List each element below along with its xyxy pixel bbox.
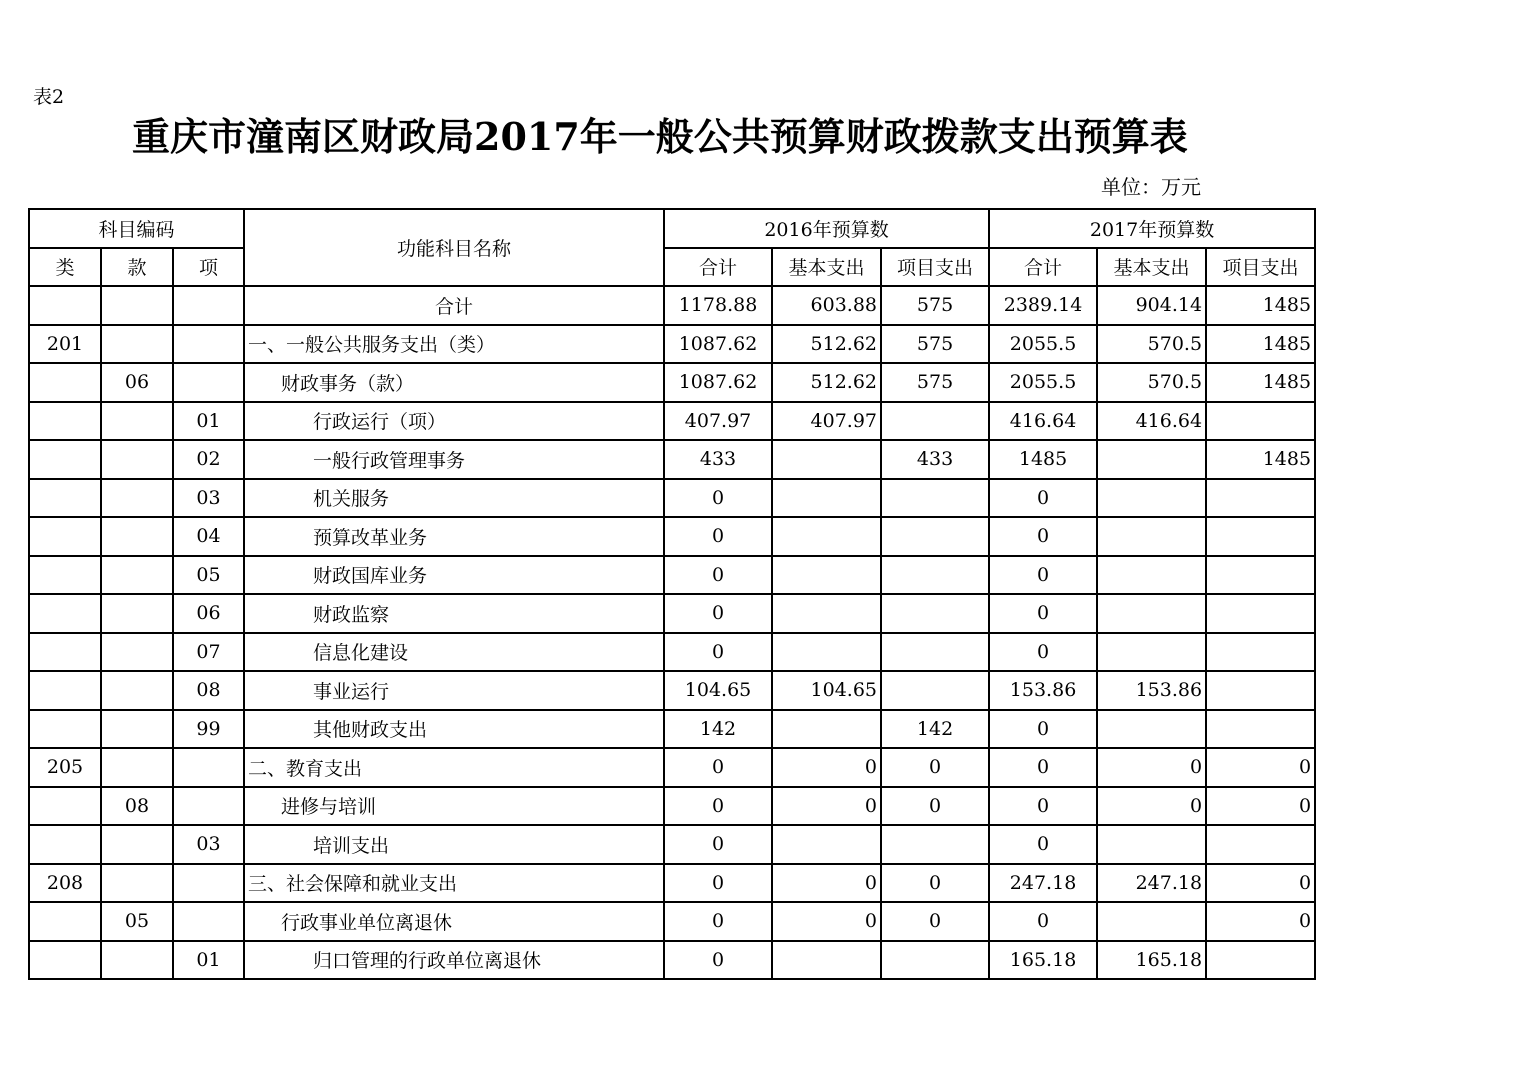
cell-2017-project: 1485 [1206, 440, 1315, 479]
cell-2017-basic [1097, 902, 1206, 941]
cell-kuan [101, 710, 173, 749]
cell-2016-project: 575 [881, 286, 989, 325]
cell-2016-basic: 104.65 [772, 671, 881, 710]
cell-lei [29, 633, 101, 672]
cell-kuan [101, 941, 173, 980]
cell-xiang: 07 [173, 633, 244, 672]
cell-kuan [101, 748, 173, 787]
header-2016-project: 项目支出 [881, 248, 989, 287]
cell-2016-basic [772, 825, 881, 864]
cell-2016-basic [772, 594, 881, 633]
cell-2016-basic: 407.97 [772, 402, 881, 441]
cell-2016-project: 142 [881, 710, 989, 749]
cell-function-name: 进修与培训 [244, 787, 664, 826]
cell-2016-project [881, 825, 989, 864]
cell-2016-project [881, 594, 989, 633]
cell-2017-project [1206, 710, 1315, 749]
cell-kuan [101, 440, 173, 479]
cell-function-name: 财政监察 [244, 594, 664, 633]
cell-2016-total: 104.65 [664, 671, 772, 710]
cell-xiang [173, 787, 244, 826]
cell-2016-total: 407.97 [664, 402, 772, 441]
cell-lei [29, 286, 101, 325]
table-row [29, 941, 1315, 980]
cell-function-name: 其他财政支出 [244, 710, 664, 749]
header-year-2017: 2017年预算数 [989, 209, 1315, 248]
cell-2016-total: 1178.88 [664, 286, 772, 325]
cell-2017-total: 0 [989, 479, 1097, 518]
cell-kuan [101, 556, 173, 595]
cell-lei [29, 671, 101, 710]
cell-lei: 205 [29, 748, 101, 787]
cell-kuan: 05 [101, 902, 173, 941]
cell-2016-basic: 603.88 [772, 286, 881, 325]
cell-2017-total: 153.86 [989, 671, 1097, 710]
cell-xiang: 05 [173, 556, 244, 595]
table-row [29, 363, 1315, 402]
cell-2017-project [1206, 941, 1315, 980]
table-row [29, 902, 1315, 941]
cell-xiang [173, 363, 244, 402]
cell-lei [29, 787, 101, 826]
cell-2017-basic: 416.64 [1097, 402, 1206, 441]
cell-2016-project [881, 479, 989, 518]
cell-function-name: 财政国库业务 [244, 556, 664, 595]
cell-2017-basic [1097, 710, 1206, 749]
cell-2017-project [1206, 633, 1315, 672]
cell-2016-basic [772, 941, 881, 980]
page-title: 重庆市潼南区财政局2017年一般公共预算财政拨款支出预算表 [132, 114, 1188, 159]
cell-kuan [101, 479, 173, 518]
cell-2017-total: 0 [989, 633, 1097, 672]
cell-kuan [101, 864, 173, 903]
cell-2017-project [1206, 556, 1315, 595]
cell-kuan [101, 402, 173, 441]
cell-lei [29, 363, 101, 402]
cell-xiang: 08 [173, 671, 244, 710]
cell-xiang [173, 325, 244, 364]
cell-2017-basic [1097, 517, 1206, 556]
table-row [29, 671, 1315, 710]
cell-2016-project: 433 [881, 440, 989, 479]
cell-2016-total: 142 [664, 710, 772, 749]
cell-function-name: 财政事务（款） [244, 363, 664, 402]
cell-2016-basic [772, 440, 881, 479]
cell-function-name: 一般行政管理事务 [244, 440, 664, 479]
table-row [29, 748, 1315, 787]
table-row [29, 286, 1315, 325]
cell-2016-basic [772, 479, 881, 518]
cell-2016-total: 0 [664, 941, 772, 980]
cell-2017-basic [1097, 825, 1206, 864]
cell-kuan [101, 517, 173, 556]
cell-function-name: 三、社会保障和就业支出 [244, 864, 664, 903]
cell-2017-total: 247.18 [989, 864, 1097, 903]
cell-lei [29, 710, 101, 749]
cell-xiang: 01 [173, 941, 244, 980]
cell-2017-project: 1485 [1206, 325, 1315, 364]
cell-2017-total: 2389.14 [989, 286, 1097, 325]
cell-2016-basic [772, 517, 881, 556]
cell-function-name: 培训支出 [244, 825, 664, 864]
cell-2016-total: 0 [664, 748, 772, 787]
table-row [29, 710, 1315, 749]
cell-lei [29, 556, 101, 595]
cell-function-name: 行政事业单位离退休 [244, 902, 664, 941]
cell-kuan [101, 671, 173, 710]
cell-lei: 208 [29, 864, 101, 903]
cell-2016-total: 1087.62 [664, 363, 772, 402]
cell-2017-total: 0 [989, 787, 1097, 826]
cell-function-name: 事业运行 [244, 671, 664, 710]
cell-2017-basic: 570.5 [1097, 325, 1206, 364]
table-row [29, 787, 1315, 826]
header-row-2 [29, 248, 1315, 287]
cell-kuan [101, 594, 173, 633]
cell-2016-basic: 0 [772, 787, 881, 826]
cell-2016-basic [772, 710, 881, 749]
cell-2017-project [1206, 402, 1315, 441]
cell-2016-project [881, 671, 989, 710]
cell-2016-total: 0 [664, 787, 772, 826]
cell-2016-project: 0 [881, 748, 989, 787]
header-year-2016: 2016年预算数 [664, 209, 989, 248]
cell-xiang [173, 286, 244, 325]
cell-2017-basic [1097, 633, 1206, 672]
cell-2017-total: 1485 [989, 440, 1097, 479]
cell-2017-project [1206, 479, 1315, 518]
cell-lei [29, 902, 101, 941]
cell-2017-total: 416.64 [989, 402, 1097, 441]
cell-2017-total: 0 [989, 825, 1097, 864]
cell-2017-project: 0 [1206, 864, 1315, 903]
cell-2017-basic [1097, 594, 1206, 633]
header-2017-basic: 基本支出 [1097, 248, 1206, 287]
cell-2017-project: 0 [1206, 748, 1315, 787]
cell-2017-basic: 0 [1097, 748, 1206, 787]
cell-lei [29, 941, 101, 980]
cell-2016-basic: 0 [772, 902, 881, 941]
cell-2017-project [1206, 517, 1315, 556]
table-row [29, 594, 1315, 633]
table-number-label: 表2 [33, 86, 65, 108]
cell-2017-project: 1485 [1206, 363, 1315, 402]
cell-kuan [101, 325, 173, 364]
cell-2017-basic [1097, 556, 1206, 595]
cell-lei [29, 825, 101, 864]
cell-lei [29, 517, 101, 556]
cell-2017-total: 0 [989, 902, 1097, 941]
cell-lei [29, 402, 101, 441]
cell-2017-project [1206, 825, 1315, 864]
cell-2016-project [881, 517, 989, 556]
cell-kuan [101, 825, 173, 864]
cell-2016-basic: 512.62 [772, 363, 881, 402]
table-row [29, 556, 1315, 595]
cell-2016-total: 0 [664, 517, 772, 556]
cell-2016-basic: 0 [772, 864, 881, 903]
cell-function-name: 归口管理的行政单位离退休 [244, 941, 664, 980]
table-row [29, 440, 1315, 479]
cell-xiang: 01 [173, 402, 244, 441]
cell-2016-basic: 0 [772, 748, 881, 787]
cell-2016-total: 433 [664, 440, 772, 479]
cell-xiang: 03 [173, 825, 244, 864]
header-2017-project: 项目支出 [1206, 248, 1315, 287]
cell-xiang: 03 [173, 479, 244, 518]
budget-table [28, 208, 1316, 980]
cell-2016-total: 0 [664, 594, 772, 633]
cell-2016-project [881, 402, 989, 441]
cell-2017-total: 165.18 [989, 941, 1097, 980]
cell-xiang [173, 748, 244, 787]
header-code-group: 科目编码 [29, 209, 244, 248]
cell-2017-project: 0 [1206, 902, 1315, 941]
header-xiang: 项 [173, 248, 244, 287]
cell-function-name: 一、一般公共服务支出（类） [244, 325, 664, 364]
cell-xiang [173, 902, 244, 941]
cell-lei [29, 440, 101, 479]
cell-2017-basic: 153.86 [1097, 671, 1206, 710]
cell-kuan [101, 633, 173, 672]
cell-lei [29, 479, 101, 518]
header-lei: 类 [29, 248, 101, 287]
cell-2017-total: 0 [989, 594, 1097, 633]
table-row [29, 825, 1315, 864]
header-2016-total: 合计 [664, 248, 772, 287]
cell-2017-total: 0 [989, 556, 1097, 595]
cell-lei: 201 [29, 325, 101, 364]
cell-2017-total: 2055.5 [989, 325, 1097, 364]
table-row [29, 479, 1315, 518]
cell-function-name: 机关服务 [244, 479, 664, 518]
cell-2016-project: 0 [881, 902, 989, 941]
table-body [29, 286, 1315, 979]
cell-2016-basic [772, 633, 881, 672]
cell-2016-total: 0 [664, 479, 772, 518]
cell-2016-total: 0 [664, 902, 772, 941]
cell-2017-basic: 904.14 [1097, 286, 1206, 325]
table-row [29, 517, 1315, 556]
cell-2017-basic [1097, 440, 1206, 479]
cell-xiang: 99 [173, 710, 244, 749]
table-row [29, 402, 1315, 441]
cell-2017-project [1206, 671, 1315, 710]
cell-2017-total: 0 [989, 517, 1097, 556]
cell-function-name: 预算改革业务 [244, 517, 664, 556]
cell-2016-total: 0 [664, 825, 772, 864]
cell-2016-total: 1087.62 [664, 325, 772, 364]
table-row [29, 633, 1315, 672]
cell-2017-basic: 570.5 [1097, 363, 1206, 402]
cell-2016-total: 0 [664, 633, 772, 672]
cell-xiang: 02 [173, 440, 244, 479]
cell-2016-project [881, 941, 989, 980]
table-row [29, 325, 1315, 364]
cell-xiang [173, 864, 244, 903]
cell-kuan [101, 286, 173, 325]
unit-label: 单位：万元 [1101, 175, 1201, 199]
table-row [29, 864, 1315, 903]
cell-2017-project: 1485 [1206, 286, 1315, 325]
cell-function-name: 信息化建设 [244, 633, 664, 672]
cell-2016-project: 575 [881, 363, 989, 402]
header-function-name: 功能科目名称 [244, 209, 664, 286]
cell-2016-project: 0 [881, 787, 989, 826]
cell-2016-total: 0 [664, 556, 772, 595]
cell-2017-total: 0 [989, 748, 1097, 787]
cell-2016-basic: 512.62 [772, 325, 881, 364]
cell-function-name: 合计 [244, 286, 664, 325]
cell-kuan: 08 [101, 787, 173, 826]
cell-2017-basic: 165.18 [1097, 941, 1206, 980]
cell-2017-project: 0 [1206, 787, 1315, 826]
cell-2016-project [881, 633, 989, 672]
cell-2017-basic: 247.18 [1097, 864, 1206, 903]
cell-xiang: 06 [173, 594, 244, 633]
cell-2017-total: 0 [989, 710, 1097, 749]
cell-2017-basic [1097, 479, 1206, 518]
header-kuan: 款 [101, 248, 173, 287]
cell-2016-total: 0 [664, 864, 772, 903]
header-2017-total: 合计 [989, 248, 1097, 287]
cell-2016-project [881, 556, 989, 595]
cell-2016-project: 575 [881, 325, 989, 364]
header-2016-basic: 基本支出 [772, 248, 881, 287]
cell-2017-total: 2055.5 [989, 363, 1097, 402]
cell-function-name: 行政运行（项） [244, 402, 664, 441]
cell-2017-project [1206, 594, 1315, 633]
cell-2016-project: 0 [881, 864, 989, 903]
header-row-1 [29, 209, 1315, 248]
cell-xiang: 04 [173, 517, 244, 556]
cell-function-name: 二、教育支出 [244, 748, 664, 787]
cell-2016-basic [772, 556, 881, 595]
cell-2017-basic: 0 [1097, 787, 1206, 826]
cell-kuan: 06 [101, 363, 173, 402]
cell-lei [29, 594, 101, 633]
